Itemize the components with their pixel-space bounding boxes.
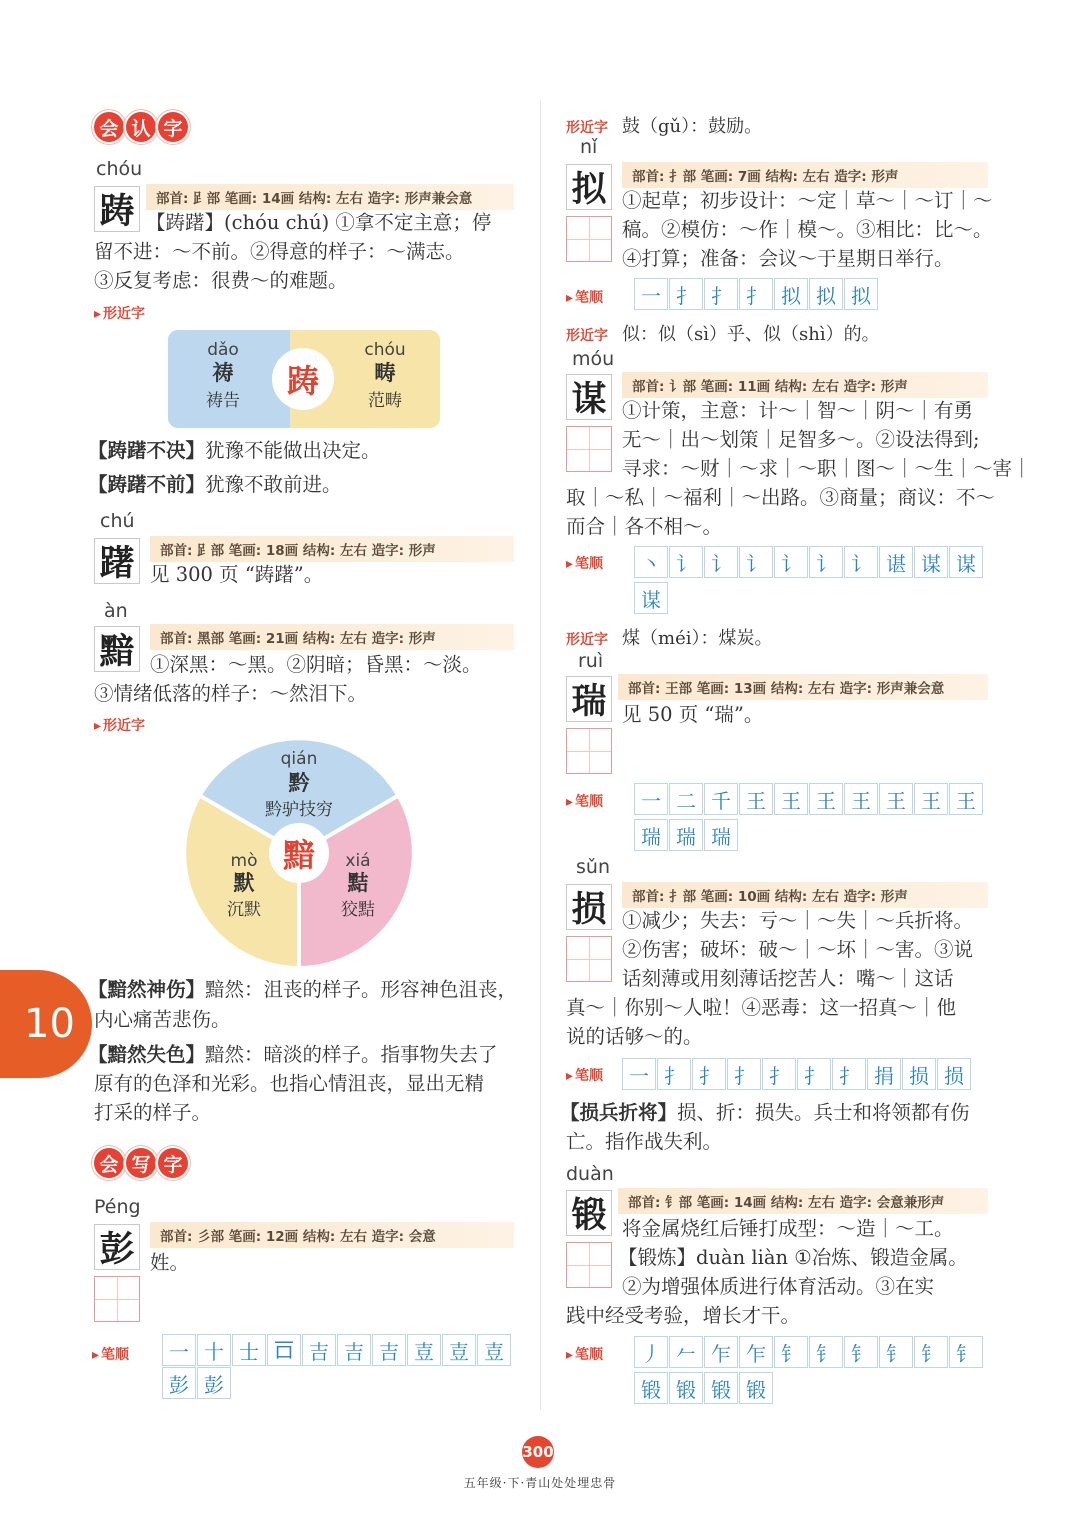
stroke-step: 十 — [197, 1334, 231, 1366]
stroke-step: 王 — [809, 783, 843, 815]
stroke-order-row — [634, 278, 878, 310]
stroke-step: 壴 — [442, 1334, 476, 1366]
stroke-order-tag: ▸ 笔顺 — [566, 287, 603, 307]
stroke-step: 拟 — [844, 278, 878, 310]
writing-grid — [566, 426, 612, 472]
similar-char-right — [340, 340, 430, 411]
stroke-step: 瑞 — [669, 819, 703, 851]
stroke-step: 损 — [902, 1058, 936, 1090]
definition-line: 将金属烧红后锤打成型：～造｜～工。 — [622, 1217, 954, 1240]
stroke-step: 捐 — [867, 1058, 901, 1090]
idiom-head: 【损兵折将】 — [560, 1101, 678, 1124]
stroke-step: 锻 — [634, 1372, 668, 1404]
stroke-step: 一 — [634, 278, 668, 310]
similar-text: 煤（méi）：煤炭。 — [622, 628, 773, 649]
similar-text: 似：似（sì）乎、似（shì）的。 — [622, 324, 880, 345]
char-info-chu: 部首: 𧾷部 笔画: 18画 结构: 左右 造字: 形声 — [150, 536, 514, 562]
stroke-step: 王 — [774, 783, 808, 815]
stroke-order-tag: ▸ 笔顺 — [566, 553, 603, 573]
stroke-order-tag: ▸ 笔顺 — [92, 1344, 129, 1364]
idiom-entry — [88, 436, 381, 465]
title-char: 字 — [158, 1148, 188, 1178]
stroke-step: 王 — [879, 783, 913, 815]
stroke-step: 王 — [739, 783, 773, 815]
page-number: 300 — [522, 1436, 554, 1468]
definition-line: 话刻薄或用刻薄话挖苦人：嘴～｜这话 — [622, 967, 954, 990]
char-box-mou: 谋 — [566, 374, 612, 420]
similar-word: 范畴 — [368, 391, 402, 411]
stroke-step: 讠 — [774, 546, 808, 578]
idiom-head: 【踌躇不决】 — [88, 439, 206, 462]
stroke-step: 扌 — [797, 1058, 831, 1090]
char-info-ni: 部首: 扌部 笔画: 7画 结构: 左右 造字: 形声 — [622, 162, 988, 188]
stroke-step: 谋 — [914, 546, 948, 578]
char-info-duan: 部首: 钅部 笔画: 14画 结构: 左右 造字: 会意兼形声 — [618, 1188, 988, 1214]
wheel-right-word: 狡黠 — [341, 900, 375, 920]
stroke-step: 王 — [914, 783, 948, 815]
stroke-order-row — [162, 1334, 514, 1399]
idiom-entry — [560, 1098, 970, 1127]
idiom-text: 黯然：暗淡的样子。指事物失去了 — [205, 1043, 498, 1066]
wheel-right-char: 黠 — [347, 870, 369, 895]
stroke-step: 扌 — [669, 278, 703, 310]
writing-grid — [566, 936, 612, 982]
pinyin-ni: nǐ — [580, 136, 598, 158]
similar-chars-panel-chou — [168, 330, 440, 428]
stroke-step: 瑞 — [704, 819, 738, 851]
page-footer: 五年级·下·青山处处埋忠骨 — [463, 1476, 617, 1490]
definition-line: ①减少；失去：亏～｜～失｜～兵折将。 — [622, 909, 974, 932]
stroke-step: 吉 — [302, 1334, 336, 1366]
stroke-step: 乍 — [704, 1336, 738, 1368]
stroke-step: 王 — [844, 783, 878, 815]
stroke-step: 讠 — [704, 546, 738, 578]
similar-chars-tag: ▸ 形近字 — [94, 303, 145, 323]
idiom-head: 【黯然神伤】 — [88, 978, 206, 1001]
definition-line: 留不进：～不前。②得意的样子：～满志。 — [94, 240, 465, 263]
wheel-top-pinyin: qián — [280, 749, 318, 769]
stroke-step: 扌 — [832, 1058, 866, 1090]
stroke-order-row — [622, 1058, 971, 1090]
writing-grid — [566, 1242, 612, 1288]
similar-pinyin: dǎo — [207, 340, 239, 360]
pinyin-chu: chú — [100, 510, 135, 532]
stroke-step: 钅 — [844, 1336, 878, 1368]
writing-grid — [566, 728, 612, 774]
similar-center-char: 踌 — [272, 348, 334, 410]
stroke-step: 瑞 — [634, 819, 668, 851]
definition-line: ②伤害；破坏：破～｜～坏｜～害。③说 — [622, 938, 974, 961]
stroke-step: 谋 — [634, 582, 668, 614]
stroke-step: 丿 — [634, 1336, 668, 1368]
stroke-step: 拟 — [809, 278, 843, 310]
stroke-step: 扌 — [692, 1058, 726, 1090]
unit-tab: 10 — [0, 970, 92, 1078]
similar-line — [566, 624, 772, 650]
wheel-left-pinyin: mò — [230, 851, 258, 871]
stroke-step: 一 — [634, 783, 668, 815]
similar-chars-tag: ▸ 形近字 — [94, 715, 145, 735]
column-divider — [540, 100, 541, 1410]
idiom-text: 损、折：损失。兵士和将领都有伤 — [677, 1101, 970, 1124]
definition-line: 真～｜你别～人啦！④恶毒：这一招真～｜他 — [566, 996, 957, 1019]
idiom-entry — [88, 470, 342, 499]
writing-grid — [566, 216, 612, 262]
stroke-step: 锻 — [669, 1372, 703, 1404]
wheel-center-char: 黯 — [282, 836, 316, 874]
section-title-recognize — [94, 112, 188, 142]
stroke-order-tag: ▸ 笔顺 — [566, 1344, 603, 1364]
stroke-step: 丶 — [634, 546, 668, 578]
stroke-step: 扌 — [727, 1058, 761, 1090]
stroke-step: 𠮛 — [267, 1334, 301, 1366]
title-char: 认 — [126, 112, 156, 142]
definition-line: 寻求：～财｜～求｜～职｜图～｜～生｜～害｜ — [622, 457, 1032, 480]
definition-line: ①计策，主意：计～｜智～｜阴～｜有勇 — [622, 399, 974, 422]
idiom-entry — [88, 1040, 498, 1069]
stroke-order-row — [634, 783, 990, 851]
char-box-an: 黯 — [94, 626, 140, 672]
definition-line: 无～｜出～划策｜足智多～。②设法得到; — [622, 428, 980, 451]
similar-char: 畴 — [374, 360, 396, 385]
idiom-text: 打采的样子。 — [94, 1101, 212, 1124]
idiom-text: 犹豫不能做出决定。 — [205, 439, 381, 462]
wheel-top-char: 黔 — [288, 770, 310, 795]
idiom-text: 黯然：沮丧的样子。形容神色沮丧， — [205, 978, 518, 1001]
similar-line — [566, 320, 880, 346]
char-box-peng: 彭 — [94, 1224, 140, 1270]
idiom-entry — [88, 975, 517, 1004]
char-info-peng: 部首: 彡部 笔画: 12画 结构: 左右 造字: 会意 — [150, 1222, 514, 1248]
stroke-step: 讠 — [809, 546, 843, 578]
stroke-step: 扌 — [704, 278, 738, 310]
similar-char-left — [178, 340, 268, 411]
wheel-top-word: 黔驴技穷 — [265, 800, 333, 820]
definition-line: 说的话够～的。 — [566, 1025, 703, 1048]
stroke-order-row — [634, 546, 990, 614]
idiom-text: 犹豫不敢前进。 — [205, 473, 342, 496]
stroke-step: 扌 — [739, 278, 773, 310]
title-char: 写 — [126, 1148, 156, 1178]
char-info-sun: 部首: 扌部 笔画: 10画 结构: 左右 造字: 形声 — [622, 882, 988, 908]
definition-line: 【踌躇】(chóu chú) ①拿不定主意；停 — [146, 211, 492, 234]
similar-chars-tag: 形近字 — [566, 632, 608, 648]
pinyin-duan: duàn — [566, 1163, 614, 1185]
definition-line: ③反复考虑：很费～的难题。 — [94, 269, 348, 292]
char-box-ni: 拟 — [566, 164, 612, 210]
definition-line: 【锻炼】duàn liàn ①冶炼、锻造金属。 — [618, 1246, 968, 1269]
definition-line: 见 300 页 “踌躇”。 — [150, 563, 324, 586]
definition-line: 姓。 — [150, 1251, 190, 1274]
similar-text: 鼓（gǔ）：鼓励。 — [622, 116, 763, 137]
stroke-step: 锻 — [704, 1372, 738, 1404]
stroke-step: 扌 — [657, 1058, 691, 1090]
pinyin-an: àn — [104, 600, 128, 622]
pinyin-sun: sǔn — [576, 856, 610, 878]
idiom-text: 亡。指作战失利。 — [566, 1130, 723, 1153]
idiom-text: 原有的色泽和光彩。也指心情沮丧，显出无精 — [94, 1072, 485, 1095]
title-char: 会 — [94, 1148, 124, 1178]
stroke-step: 讠 — [844, 546, 878, 578]
pinyin-rui: ruì — [578, 650, 604, 672]
wheel-right-pinyin: xiá — [345, 851, 371, 871]
stroke-step: 二 — [669, 783, 703, 815]
pinyin-mou: móu — [572, 348, 615, 370]
char-box-chu: 躇 — [94, 538, 140, 584]
similar-chars-tag: 形近字 — [566, 120, 608, 136]
stroke-step: 锻 — [739, 1372, 773, 1404]
char-box-sun: 损 — [566, 884, 612, 930]
stroke-step: 壴 — [477, 1334, 511, 1366]
stroke-step: 钅 — [949, 1336, 983, 1368]
definition-line: 稿。②模仿：～作｜模～。③相比：比～。 — [622, 218, 993, 241]
definition-line: ①起草；初步设计：～定｜草～｜～订｜～ — [622, 189, 993, 212]
stroke-step: 乍 — [739, 1336, 773, 1368]
stroke-order-row — [634, 1336, 990, 1404]
char-box-duan: 锻 — [566, 1190, 612, 1236]
stroke-order-tag: ▸ 笔顺 — [566, 1065, 603, 1085]
definition-line: ①深黑：～黑。②阴暗；昏黑：～淡。 — [150, 653, 482, 676]
stroke-step: 钅 — [774, 1336, 808, 1368]
similar-chars-wheel-an — [186, 740, 412, 966]
similar-pinyin: chóu — [364, 340, 406, 360]
char-info-mou: 部首: 讠部 笔画: 11画 结构: 左右 造字: 形声 — [622, 372, 988, 398]
stroke-step: 千 — [704, 783, 738, 815]
definition-line: 而合｜各不相～。 — [566, 515, 723, 538]
definition-line: ④打算；准备：会议～于星期日举行。 — [622, 247, 954, 270]
stroke-step: 讠 — [739, 546, 773, 578]
similar-chars-tag: 形近字 — [566, 328, 608, 344]
similar-word: 祷告 — [206, 391, 240, 411]
definition-line: ③情绪低落的样子：～然泪下。 — [94, 682, 368, 705]
pinyin-chou: chóu — [96, 158, 143, 180]
title-char: 字 — [158, 112, 188, 142]
similar-line — [566, 112, 762, 138]
stroke-order-tag: ▸ 笔顺 — [566, 791, 603, 811]
idiom-head: 【踌躇不前】 — [88, 473, 206, 496]
stroke-step: 吉 — [337, 1334, 371, 1366]
wheel-left-char: 默 — [233, 870, 255, 895]
stroke-step: 谌 — [879, 546, 913, 578]
pinyin-peng: Péng — [94, 1196, 141, 1218]
stroke-step: 一 — [622, 1058, 656, 1090]
definition-line: 践中经受考验，增长才干。 — [566, 1304, 801, 1327]
definition-line: 见 50 页 “瑞”。 — [622, 703, 764, 726]
stroke-step: 士 — [232, 1334, 266, 1366]
stroke-step: 钅 — [914, 1336, 948, 1368]
stroke-step: 彭 — [197, 1367, 231, 1399]
char-info-an: 部首: 黑部 笔画: 21画 结构: 左右 造字: 形声 — [150, 624, 514, 650]
stroke-step: 𠂉 — [669, 1336, 703, 1368]
stroke-step: 王 — [949, 783, 983, 815]
stroke-step: 彭 — [162, 1367, 196, 1399]
char-box-rui: 瑞 — [566, 676, 612, 722]
writing-grid — [94, 1276, 140, 1322]
stroke-step: 拟 — [774, 278, 808, 310]
stroke-step: 一 — [162, 1334, 196, 1366]
stroke-step: 谋 — [949, 546, 983, 578]
char-box-chou: 踌 — [94, 186, 140, 232]
definition-line: ②为增强体质进行体育活动。③在实 — [622, 1275, 935, 1298]
stroke-step: 钅 — [809, 1336, 843, 1368]
stroke-step: 损 — [937, 1058, 971, 1090]
stroke-step: 钅 — [879, 1336, 913, 1368]
char-info-rui: 部首: 王部 笔画: 13画 结构: 左右 造字: 形声兼会意 — [618, 674, 988, 700]
stroke-step: 扌 — [762, 1058, 796, 1090]
idiom-text: 内心痛苦悲伤。 — [94, 1008, 231, 1031]
wheel-left-word: 沉默 — [227, 900, 261, 920]
definition-line: 取｜～私｜～福利｜～出路。③商量；商议：不～ — [566, 486, 996, 509]
similar-char: 祷 — [212, 360, 234, 385]
char-info-chou: 部首: 𧾷部 笔画: 14画 结构: 左右 造字: 形声兼会意 — [146, 184, 514, 210]
idiom-head: 【黯然失色】 — [88, 1043, 206, 1066]
section-title-write — [94, 1148, 188, 1178]
stroke-step: 壴 — [407, 1334, 441, 1366]
title-char: 会 — [94, 112, 124, 142]
stroke-step: 讠 — [669, 546, 703, 578]
stroke-step: 吉 — [372, 1334, 406, 1366]
